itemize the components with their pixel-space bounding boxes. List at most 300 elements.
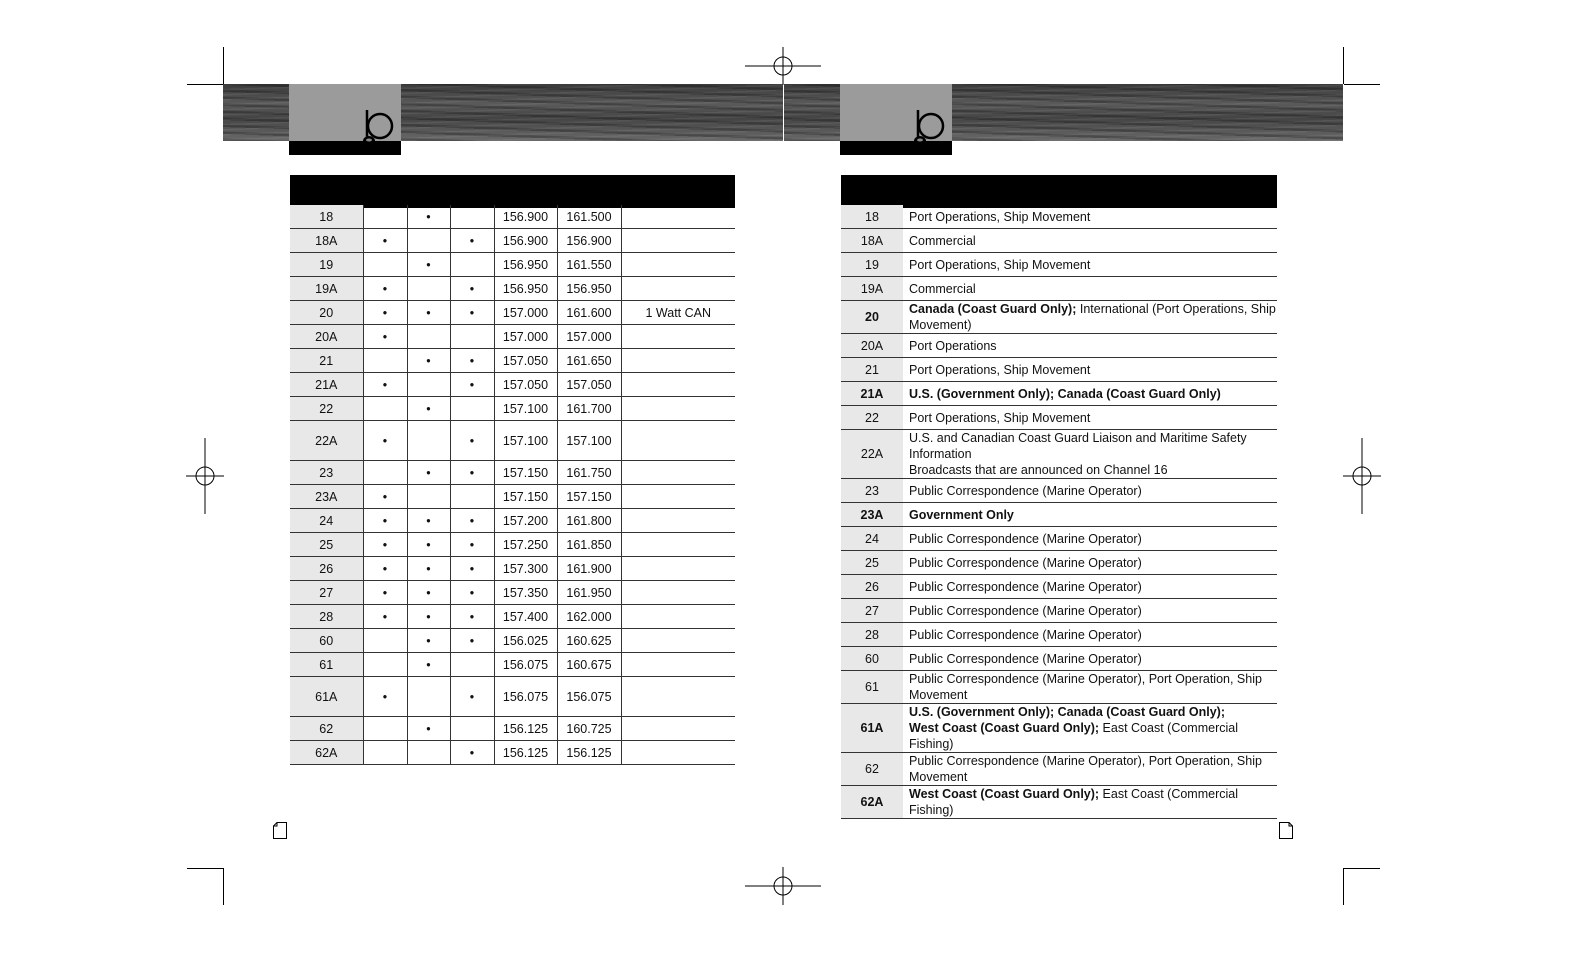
cell-ch: 18A <box>290 229 363 253</box>
cell-us <box>363 717 407 741</box>
cell-ch: 20 <box>290 301 363 325</box>
table-row <box>841 205 1277 229</box>
cell-channel: 23 <box>841 479 903 503</box>
description-line <box>909 507 1277 523</box>
right-table-header <box>841 175 1277 208</box>
table-row <box>841 406 1277 430</box>
table-row <box>290 229 735 253</box>
cell-note <box>621 557 735 581</box>
cell-ch: 22A <box>290 421 363 461</box>
table-row <box>841 358 1277 382</box>
plain-text: Port Operations, Ship Movement <box>909 209 1091 224</box>
table-row <box>290 509 735 533</box>
cell-ch: 28 <box>290 605 363 629</box>
cell-us: • <box>363 421 407 461</box>
plain-text: Port Operations <box>909 338 997 353</box>
cell-intl: • <box>407 533 450 557</box>
cell-note <box>621 653 735 677</box>
cell-can: • <box>450 581 494 605</box>
cell-intl: • <box>407 629 450 653</box>
cell-intl: • <box>407 349 450 373</box>
cell-description <box>903 599 1277 623</box>
table-row <box>290 533 735 557</box>
cell-rx: 161.600 <box>557 301 621 325</box>
table-row <box>290 461 735 485</box>
cell-note <box>621 677 735 717</box>
cell-channel: 61 <box>841 671 903 704</box>
description-line <box>909 671 1277 703</box>
cell-tx: 156.900 <box>494 229 557 253</box>
plain-text: Public Correspondence (Marine Operator) <box>909 627 1142 642</box>
bold-text: West Coast (Coast Guard Only); <box>909 787 1103 801</box>
cell-description <box>903 382 1277 406</box>
plain-text: Public Correspondence (Marine Operator) <box>909 579 1142 594</box>
cell-description <box>903 671 1277 704</box>
description-line <box>909 531 1277 547</box>
table-row <box>841 623 1277 647</box>
cell-ch: 24 <box>290 509 363 533</box>
cell-note <box>621 509 735 533</box>
cell-note <box>621 397 735 421</box>
table-row <box>841 527 1277 551</box>
cell-rx: 162.000 <box>557 605 621 629</box>
cell-us: • <box>363 229 407 253</box>
crop-mark <box>1343 47 1344 84</box>
cell-us: • <box>363 485 407 509</box>
description-line <box>909 281 1277 297</box>
cell-note: 1 Watt CAN <box>621 301 735 325</box>
cell-channel: 28 <box>841 623 903 647</box>
cell-can: • <box>450 557 494 581</box>
table-row <box>841 301 1277 334</box>
cell-description <box>903 527 1277 551</box>
cell-rx: 161.500 <box>557 205 621 229</box>
cell-description <box>903 253 1277 277</box>
plain-text: Public Correspondence (Marine Operator) <box>909 483 1142 498</box>
table-row <box>841 647 1277 671</box>
left-table-header <box>290 175 735 208</box>
table-row <box>841 551 1277 575</box>
plain-text: Port Operations, Ship Movement <box>909 362 1091 377</box>
bold-text: U.S. (Government Only); Canada (Coast Guard Only) <box>909 386 1221 401</box>
cell-ch: 23 <box>290 461 363 485</box>
cell-description <box>903 229 1277 253</box>
cell-ch: 61A <box>290 677 363 717</box>
cell-note <box>621 325 735 349</box>
cell-description <box>903 430 1277 479</box>
cell-channel: 19 <box>841 253 903 277</box>
table-row <box>290 581 735 605</box>
cell-can: • <box>450 277 494 301</box>
description-line <box>909 462 1277 478</box>
cell-us: • <box>363 581 407 605</box>
cell-tx: 157.150 <box>494 461 557 485</box>
table-row <box>841 382 1277 406</box>
description-line <box>909 386 1277 402</box>
cell-can <box>450 253 494 277</box>
registration-mark-icon <box>1343 438 1381 514</box>
cell-description <box>903 647 1277 671</box>
table-row <box>290 485 735 509</box>
cell-us: • <box>363 277 407 301</box>
bold-text: West Coast (Coast Guard Only); <box>909 721 1103 735</box>
table-row <box>290 557 735 581</box>
cell-note <box>621 717 735 741</box>
cell-channel: 26 <box>841 575 903 599</box>
radio-logo-icon <box>911 108 947 148</box>
cell-can: • <box>450 629 494 653</box>
cell-us <box>363 741 407 765</box>
cell-rx: 160.675 <box>557 653 621 677</box>
cell-rx: 156.075 <box>557 677 621 717</box>
table-row <box>841 334 1277 358</box>
cell-tx: 157.050 <box>494 349 557 373</box>
cell-tx: 156.900 <box>494 205 557 229</box>
cell-tx: 157.000 <box>494 301 557 325</box>
cell-ch: 60 <box>290 629 363 653</box>
cell-description <box>903 704 1277 753</box>
table-row <box>290 325 735 349</box>
plain-text: Broadcasts that are announced on Channel 16 <box>909 463 1168 477</box>
cell-rx: 161.650 <box>557 349 621 373</box>
cell-us: • <box>363 605 407 629</box>
plain-text: International (Port Operations, Ship Movement) <box>909 302 1276 332</box>
cell-note <box>621 349 735 373</box>
description-line <box>909 410 1277 426</box>
cell-ch: 21 <box>290 349 363 373</box>
cell-channel: 22A <box>841 430 903 479</box>
description-line <box>909 483 1277 499</box>
crop-mark <box>1344 84 1380 85</box>
cell-tx: 156.125 <box>494 741 557 765</box>
cell-note <box>621 461 735 485</box>
cell-note <box>621 533 735 557</box>
table-row <box>290 717 735 741</box>
table-row <box>841 704 1277 753</box>
cell-tx: 157.150 <box>494 485 557 509</box>
channel-usage-table <box>841 205 1277 819</box>
cell-description <box>903 277 1277 301</box>
cell-rx: 156.950 <box>557 277 621 301</box>
cell-intl <box>407 677 450 717</box>
cell-can <box>450 485 494 509</box>
cell-us: • <box>363 533 407 557</box>
page-icon <box>1279 822 1293 839</box>
cell-rx: 156.125 <box>557 741 621 765</box>
cell-can <box>450 653 494 677</box>
cell-channel: 60 <box>841 647 903 671</box>
cell-us: • <box>363 509 407 533</box>
cell-note <box>621 277 735 301</box>
cell-rx: 156.900 <box>557 229 621 253</box>
cell-rx: 160.725 <box>557 717 621 741</box>
cell-can <box>450 397 494 421</box>
description-line <box>909 430 1277 462</box>
cell-tx: 157.400 <box>494 605 557 629</box>
table-row <box>841 229 1277 253</box>
cell-tx: 156.075 <box>494 653 557 677</box>
table-row <box>841 753 1277 786</box>
table-row <box>290 421 735 461</box>
table-row <box>841 786 1277 819</box>
cell-tx: 156.950 <box>494 253 557 277</box>
crop-mark <box>1344 868 1380 869</box>
cell-description <box>903 334 1277 358</box>
cell-tx: 156.950 <box>494 277 557 301</box>
cell-us <box>363 205 407 229</box>
plain-text: Public Correspondence (Marine Operator) <box>909 651 1142 666</box>
description-line <box>909 627 1277 643</box>
cell-intl <box>407 277 450 301</box>
cell-channel: 24 <box>841 527 903 551</box>
cell-channel: 62A <box>841 786 903 819</box>
description-line <box>909 338 1277 354</box>
cell-intl: • <box>407 461 450 485</box>
cell-intl: • <box>407 717 450 741</box>
cell-tx: 157.350 <box>494 581 557 605</box>
plain-text: East Coast (Commercial Fishing) <box>909 721 1238 751</box>
cell-rx: 161.550 <box>557 253 621 277</box>
table-row <box>290 605 735 629</box>
table-row <box>841 479 1277 503</box>
cell-intl <box>407 485 450 509</box>
cell-rx: 157.100 <box>557 421 621 461</box>
cell-intl: • <box>407 605 450 629</box>
cell-intl: • <box>407 509 450 533</box>
cell-channel: 27 <box>841 599 903 623</box>
cell-can: • <box>450 741 494 765</box>
cell-description <box>903 786 1277 819</box>
cell-channel: 21A <box>841 382 903 406</box>
cell-ch: 18 <box>290 205 363 229</box>
cell-channel: 23A <box>841 503 903 527</box>
table-row <box>290 205 735 229</box>
registration-mark-icon <box>745 47 821 85</box>
cell-can: • <box>450 301 494 325</box>
cell-ch: 19A <box>290 277 363 301</box>
table-row <box>290 677 735 717</box>
cell-can: • <box>450 229 494 253</box>
cell-rx: 161.800 <box>557 509 621 533</box>
cell-rx: 161.950 <box>557 581 621 605</box>
cell-ch: 26 <box>290 557 363 581</box>
cell-note <box>621 605 735 629</box>
cell-can: • <box>450 461 494 485</box>
cell-us <box>363 629 407 653</box>
table-row <box>290 629 735 653</box>
description-line <box>909 209 1277 225</box>
cell-us <box>363 461 407 485</box>
plain-text: Public Correspondence (Marine Operator), Port Operation, Ship Movement <box>909 672 1262 702</box>
plain-text: Port Operations, Ship Movement <box>909 257 1091 272</box>
crop-mark <box>223 868 224 905</box>
cell-intl: • <box>407 205 450 229</box>
cell-ch: 21A <box>290 373 363 397</box>
description-line <box>909 704 1277 720</box>
cell-channel: 25 <box>841 551 903 575</box>
table-row <box>841 253 1277 277</box>
cell-ch: 20A <box>290 325 363 349</box>
cell-us: • <box>363 677 407 717</box>
crop-mark <box>187 868 223 869</box>
cell-us: • <box>363 301 407 325</box>
cell-rx: 161.750 <box>557 461 621 485</box>
cell-rx: 161.700 <box>557 397 621 421</box>
plain-text: Public Correspondence (Marine Operator), Port Operation, Ship Movement <box>909 754 1262 784</box>
cell-can <box>450 205 494 229</box>
cell-channel: 62 <box>841 753 903 786</box>
cell-channel: 18 <box>841 205 903 229</box>
cell-ch: 25 <box>290 533 363 557</box>
cell-rx: 161.900 <box>557 557 621 581</box>
cell-tx: 156.075 <box>494 677 557 717</box>
cell-channel: 18A <box>841 229 903 253</box>
description-line <box>909 555 1277 571</box>
plain-text: Public Correspondence (Marine Operator) <box>909 555 1142 570</box>
cell-can <box>450 717 494 741</box>
cell-channel: 20A <box>841 334 903 358</box>
cell-us <box>363 653 407 677</box>
cell-intl <box>407 373 450 397</box>
table-row <box>290 653 735 677</box>
bold-text: Canada (Coast Guard Only); <box>909 302 1080 316</box>
cell-intl: • <box>407 653 450 677</box>
plain-text: Commercial <box>909 281 976 296</box>
cell-tx: 157.300 <box>494 557 557 581</box>
crop-mark <box>1343 868 1344 905</box>
cell-can: • <box>450 373 494 397</box>
cell-ch: 23A <box>290 485 363 509</box>
table-row <box>290 349 735 373</box>
radio-logo-icon <box>360 108 396 148</box>
cell-can: • <box>450 349 494 373</box>
cell-can: • <box>450 533 494 557</box>
description-line <box>909 233 1277 249</box>
table-row <box>841 575 1277 599</box>
table-row <box>290 741 735 765</box>
table-row <box>290 253 735 277</box>
cell-ch: 22 <box>290 397 363 421</box>
table-row <box>290 301 735 325</box>
description-line <box>909 651 1277 667</box>
cell-channel: 19A <box>841 277 903 301</box>
cell-rx: 161.850 <box>557 533 621 557</box>
cell-us: • <box>363 325 407 349</box>
plain-text: East Coast (Commercial Fishing) <box>909 787 1238 817</box>
cell-description <box>903 575 1277 599</box>
cell-rx: 160.625 <box>557 629 621 653</box>
description-line <box>909 720 1277 752</box>
plain-text: Public Correspondence (Marine Operator) <box>909 531 1142 546</box>
cell-description <box>903 406 1277 430</box>
cell-ch: 19 <box>290 253 363 277</box>
registration-mark-icon <box>745 867 821 905</box>
cell-us <box>363 397 407 421</box>
cell-intl <box>407 229 450 253</box>
cell-description <box>903 358 1277 382</box>
cell-us: • <box>363 557 407 581</box>
cell-channel: 21 <box>841 358 903 382</box>
cell-intl <box>407 325 450 349</box>
plain-text: Port Operations, Ship Movement <box>909 410 1091 425</box>
cell-description <box>903 623 1277 647</box>
cell-description <box>903 479 1277 503</box>
description-line <box>909 753 1277 785</box>
cell-rx: 157.150 <box>557 485 621 509</box>
plain-text: Public Correspondence (Marine Operator) <box>909 603 1142 618</box>
cell-tx: 157.000 <box>494 325 557 349</box>
cell-note <box>621 741 735 765</box>
cell-intl: • <box>407 557 450 581</box>
cell-tx: 157.100 <box>494 421 557 461</box>
cell-ch: 62A <box>290 741 363 765</box>
cell-note <box>621 253 735 277</box>
cell-note <box>621 229 735 253</box>
description-line <box>909 579 1277 595</box>
table-row <box>841 430 1277 479</box>
cell-can: • <box>450 509 494 533</box>
description-line <box>909 786 1277 818</box>
cell-note <box>621 205 735 229</box>
cell-intl <box>407 421 450 461</box>
cell-tx: 157.200 <box>494 509 557 533</box>
table-row <box>290 277 735 301</box>
cell-channel: 61A <box>841 704 903 753</box>
table-row <box>841 277 1277 301</box>
cell-note <box>621 373 735 397</box>
cell-tx: 156.125 <box>494 717 557 741</box>
table-row <box>841 599 1277 623</box>
cell-ch: 27 <box>290 581 363 605</box>
cell-note <box>621 485 735 509</box>
cell-description <box>903 753 1277 786</box>
cell-note <box>621 581 735 605</box>
frequency-table <box>290 205 735 765</box>
plain-text: U.S. and Canadian Coast Guard Liaison and Maritime Safety Information <box>909 431 1247 461</box>
cell-rx: 157.000 <box>557 325 621 349</box>
cell-intl: • <box>407 301 450 325</box>
cell-intl <box>407 741 450 765</box>
table-row <box>290 373 735 397</box>
cell-ch: 61 <box>290 653 363 677</box>
cell-tx: 157.100 <box>494 397 557 421</box>
description-line <box>909 362 1277 378</box>
description-line <box>909 301 1277 333</box>
bold-text: Government Only <box>909 507 1014 522</box>
cell-intl: • <box>407 397 450 421</box>
cell-tx: 157.250 <box>494 533 557 557</box>
cell-us <box>363 349 407 373</box>
cell-intl: • <box>407 253 450 277</box>
cell-can: • <box>450 421 494 461</box>
cell-note <box>621 629 735 653</box>
description-line <box>909 603 1277 619</box>
cell-us <box>363 253 407 277</box>
plain-text: Commercial <box>909 233 976 248</box>
crop-mark <box>187 84 223 85</box>
cell-description <box>903 551 1277 575</box>
cell-channel: 22 <box>841 406 903 430</box>
cell-rx: 157.050 <box>557 373 621 397</box>
page-icon <box>273 822 287 839</box>
crop-mark <box>223 47 224 84</box>
cell-channel: 20 <box>841 301 903 334</box>
table-row <box>841 503 1277 527</box>
cell-tx: 157.050 <box>494 373 557 397</box>
cell-can <box>450 325 494 349</box>
cell-intl: • <box>407 581 450 605</box>
cell-us: • <box>363 373 407 397</box>
